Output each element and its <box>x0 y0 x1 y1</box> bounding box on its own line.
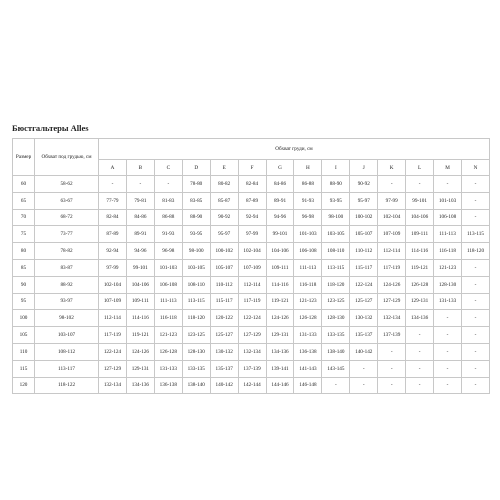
bust-cell: 121-123 <box>154 327 182 344</box>
bust-cell: 104-106 <box>266 243 294 260</box>
bust-cell: - <box>461 327 489 344</box>
bust-cell: - <box>461 176 489 193</box>
underbust-cell: 93-97 <box>35 293 99 310</box>
bust-cell: 109-111 <box>266 259 294 276</box>
table-body <box>13 176 490 394</box>
cup-header: K <box>378 160 406 176</box>
header-bust: Обхват груди, см <box>99 139 490 160</box>
cup-header: N <box>461 160 489 176</box>
bust-cell: 95-97 <box>350 192 378 209</box>
bust-cell: 116-118 <box>434 243 462 260</box>
bust-cell: 107-109 <box>99 293 127 310</box>
bust-cell: 102-104 <box>238 243 266 260</box>
size-cell: 90 <box>13 276 35 293</box>
bust-cell: 101-103 <box>154 259 182 276</box>
bust-cell: 141-143 <box>294 360 322 377</box>
bust-cell: 91-93 <box>154 226 182 243</box>
bust-cell: - <box>406 327 434 344</box>
bust-cell: 125-127 <box>350 293 378 310</box>
bust-cell: - <box>350 377 378 394</box>
bust-cell: 107-109 <box>238 259 266 276</box>
bust-cell: 111-113 <box>434 226 462 243</box>
bust-cell: 114-116 <box>406 243 434 260</box>
bust-cell: 135-137 <box>350 327 378 344</box>
bust-cell: 94-96 <box>266 209 294 226</box>
bust-cell: - <box>461 377 489 394</box>
size-cell: 115 <box>13 360 35 377</box>
bust-cell: 98-100 <box>182 243 210 260</box>
bust-cell: 140-142 <box>210 377 238 394</box>
bust-cell: 131-133 <box>154 360 182 377</box>
bust-cell: 135-137 <box>210 360 238 377</box>
bust-cell: 116-118 <box>294 276 322 293</box>
bust-cell: 137-139 <box>238 360 266 377</box>
bust-cell: 121-123 <box>434 259 462 276</box>
table-row <box>13 209 490 226</box>
bust-cell: 90-92 <box>350 176 378 193</box>
bust-cell: 93-95 <box>182 226 210 243</box>
bust-cell: 84-86 <box>266 176 294 193</box>
bust-cell: - <box>154 176 182 193</box>
table-row <box>13 293 490 310</box>
underbust-cell: 108-112 <box>35 343 99 360</box>
bust-cell: 117-119 <box>99 327 127 344</box>
bust-cell: 119-121 <box>266 293 294 310</box>
bust-cell: 144-146 <box>266 377 294 394</box>
bust-cell: 119-121 <box>126 327 154 344</box>
bust-cell: 112-114 <box>99 310 127 327</box>
underbust-cell: 118-122 <box>35 377 99 394</box>
bust-cell: 97-99 <box>378 192 406 209</box>
header-size: Размер <box>13 139 35 176</box>
table-row <box>13 176 490 193</box>
page-title: Бюстгальтеры Alles <box>12 123 89 133</box>
bust-cell: 109-111 <box>126 293 154 310</box>
bust-cell: 133-135 <box>182 360 210 377</box>
bust-cell: 122-124 <box>238 310 266 327</box>
bust-cell: 138-140 <box>182 377 210 394</box>
size-cell: 75 <box>13 226 35 243</box>
bust-cell: 115-117 <box>350 259 378 276</box>
bust-cell: 86-88 <box>154 209 182 226</box>
bust-cell: 96-98 <box>154 243 182 260</box>
bust-cell: 106-108 <box>294 243 322 260</box>
bust-cell: 132-134 <box>99 377 127 394</box>
bust-cell: - <box>461 360 489 377</box>
bust-cell: 77-79 <box>99 192 127 209</box>
bust-cell: 83-85 <box>182 192 210 209</box>
underbust-cell: 78-82 <box>35 243 99 260</box>
bust-cell: 105-107 <box>350 226 378 243</box>
bust-cell: 133-135 <box>322 327 350 344</box>
bust-cell: 132-134 <box>378 310 406 327</box>
size-cell: 120 <box>13 377 35 394</box>
bust-cell: 100-102 <box>210 243 238 260</box>
bust-cell: - <box>434 377 462 394</box>
bust-cell: 126-128 <box>294 310 322 327</box>
underbust-cell: 63-67 <box>35 192 99 209</box>
bust-cell: 101-103 <box>434 192 462 209</box>
table-row <box>13 226 490 243</box>
bust-cell: 97-99 <box>238 226 266 243</box>
bust-cell: 134-136 <box>126 377 154 394</box>
bust-cell: 136-138 <box>294 343 322 360</box>
bust-cell: 114-116 <box>266 276 294 293</box>
bust-cell: - <box>434 310 462 327</box>
bust-cell: 107-109 <box>378 226 406 243</box>
bust-cell: 85-87 <box>210 192 238 209</box>
bust-cell: - <box>434 176 462 193</box>
bust-cell: - <box>461 343 489 360</box>
cup-header: H <box>294 160 322 176</box>
bust-cell: - <box>434 343 462 360</box>
bust-cell: 99-101 <box>266 226 294 243</box>
bust-cell: - <box>434 327 462 344</box>
bust-cell: 102-104 <box>378 209 406 226</box>
cup-header: D <box>182 160 210 176</box>
size-cell: 100 <box>13 310 35 327</box>
bust-cell: 105-107 <box>210 259 238 276</box>
bust-cell: 113-115 <box>322 259 350 276</box>
bust-cell: 126-128 <box>406 276 434 293</box>
bust-cell: 134-136 <box>406 310 434 327</box>
bust-cell: 104-106 <box>406 209 434 226</box>
underbust-cell: 113-117 <box>35 360 99 377</box>
bust-cell: 96-98 <box>294 209 322 226</box>
underbust-cell: 68-72 <box>35 209 99 226</box>
bust-cell: 128-130 <box>182 343 210 360</box>
bust-cell: 127-129 <box>238 327 266 344</box>
bust-cell: 127-129 <box>99 360 127 377</box>
size-cell: 70 <box>13 209 35 226</box>
bust-cell: 130-132 <box>350 310 378 327</box>
size-cell: 80 <box>13 243 35 260</box>
bust-cell: 131-133 <box>294 327 322 344</box>
table-row <box>13 360 490 377</box>
bust-cell: 91-93 <box>294 192 322 209</box>
bust-cell: 113-115 <box>461 226 489 243</box>
bust-cell: - <box>461 276 489 293</box>
bust-cell: - <box>378 377 406 394</box>
bust-cell: - <box>461 293 489 310</box>
bust-cell: - <box>461 259 489 276</box>
bust-cell: 143-145 <box>322 360 350 377</box>
bust-cell: 108-110 <box>322 243 350 260</box>
bust-cell: 118-120 <box>182 310 210 327</box>
bust-cell: 103-105 <box>322 226 350 243</box>
bust-cell: 86-88 <box>294 176 322 193</box>
underbust-cell: 88-92 <box>35 276 99 293</box>
bust-cell: - <box>434 360 462 377</box>
table-row <box>13 243 490 260</box>
bust-cell: 88-90 <box>322 176 350 193</box>
bust-cell: - <box>406 176 434 193</box>
bust-cell: 129-131 <box>126 360 154 377</box>
bust-cell: 78-80 <box>182 176 210 193</box>
bust-cell: 124-126 <box>266 310 294 327</box>
header-row <box>13 139 490 160</box>
bust-cell: 111-113 <box>294 259 322 276</box>
bust-cell: 106-108 <box>154 276 182 293</box>
cup-header: I <box>322 160 350 176</box>
bust-cell: 122-124 <box>350 276 378 293</box>
bust-cell: 110-112 <box>350 243 378 260</box>
bust-cell: 89-91 <box>266 192 294 209</box>
bust-cell: 127-129 <box>378 293 406 310</box>
bust-cell: 89-91 <box>126 226 154 243</box>
bust-cell: 108-110 <box>182 276 210 293</box>
underbust-cell: 58-62 <box>35 176 99 193</box>
bust-cell: 116-118 <box>154 310 182 327</box>
bust-cell: - <box>99 176 127 193</box>
bust-cell: 140-142 <box>350 343 378 360</box>
bust-cell: 136-138 <box>154 377 182 394</box>
bust-cell: - <box>461 310 489 327</box>
bust-cell: 82-84 <box>238 176 266 193</box>
bust-cell: 103-105 <box>182 259 210 276</box>
bust-cell: 90-92 <box>210 209 238 226</box>
bust-cell: 117-119 <box>238 293 266 310</box>
table-row <box>13 343 490 360</box>
bust-cell: 88-90 <box>182 209 210 226</box>
bust-cell: 82-84 <box>99 209 127 226</box>
cup-header: E <box>210 160 238 176</box>
bust-cell: 106-108 <box>434 209 462 226</box>
bust-cell: - <box>378 343 406 360</box>
bust-cell: 124-126 <box>126 343 154 360</box>
underbust-cell: 83-87 <box>35 259 99 276</box>
bust-cell: 118-120 <box>322 276 350 293</box>
bust-cell: 102-104 <box>99 276 127 293</box>
bust-cell: 92-94 <box>99 243 127 260</box>
size-cell: 65 <box>13 192 35 209</box>
underbust-cell: 98-102 <box>35 310 99 327</box>
cup-header: L <box>406 160 434 176</box>
cup-header: A <box>99 160 127 176</box>
bust-cell: 112-114 <box>378 243 406 260</box>
underbust-cell: 73-77 <box>35 226 99 243</box>
bust-cell: 113-115 <box>182 293 210 310</box>
bust-cell: 118-120 <box>461 243 489 260</box>
bust-cell: - <box>461 192 489 209</box>
bust-cell: - <box>350 360 378 377</box>
bust-cell: 128-130 <box>322 310 350 327</box>
bust-cell: - <box>126 176 154 193</box>
bust-cell: 98-100 <box>322 209 350 226</box>
bust-cell: 129-131 <box>266 327 294 344</box>
bust-cell: 129-131 <box>406 293 434 310</box>
bust-cell: 142-144 <box>238 377 266 394</box>
bust-cell: - <box>378 176 406 193</box>
bust-cell: 119-121 <box>406 259 434 276</box>
bust-cell: 146-148 <box>294 377 322 394</box>
table-row <box>13 377 490 394</box>
bust-cell: 95-97 <box>210 226 238 243</box>
table-row <box>13 327 490 344</box>
bust-cell: - <box>406 377 434 394</box>
bust-cell: 79-81 <box>126 192 154 209</box>
bust-cell: 123-125 <box>322 293 350 310</box>
cup-header: J <box>350 160 378 176</box>
size-cell: 105 <box>13 327 35 344</box>
bust-cell: 111-113 <box>154 293 182 310</box>
bust-cell: - <box>461 209 489 226</box>
cup-header: B <box>126 160 154 176</box>
bust-cell: 92-94 <box>238 209 266 226</box>
table-row <box>13 310 490 327</box>
bust-cell: 114-116 <box>126 310 154 327</box>
bust-cell: 100-102 <box>350 209 378 226</box>
bust-cell: 130-132 <box>210 343 238 360</box>
bust-cell: 101-103 <box>294 226 322 243</box>
bust-cell: - <box>406 343 434 360</box>
size-cell: 110 <box>13 343 35 360</box>
table-row <box>13 276 490 293</box>
bust-cell: 125-127 <box>210 327 238 344</box>
bust-cell: 97-99 <box>99 259 127 276</box>
cup-header: G <box>266 160 294 176</box>
underbust-cell: 103-107 <box>35 327 99 344</box>
size-chart-table <box>12 138 490 394</box>
bust-cell: 81-83 <box>154 192 182 209</box>
bust-cell: 84-86 <box>126 209 154 226</box>
bust-cell: 137-139 <box>378 327 406 344</box>
bust-cell: 122-124 <box>99 343 127 360</box>
cup-header: C <box>154 160 182 176</box>
bust-cell: 131-133 <box>434 293 462 310</box>
header-underbust: Обхват под грудью, см <box>35 139 99 176</box>
size-cell: 60 <box>13 176 35 193</box>
bust-cell: - <box>406 360 434 377</box>
bust-cell: 87-89 <box>238 192 266 209</box>
bust-cell: 121-123 <box>294 293 322 310</box>
cup-header: M <box>434 160 462 176</box>
table-row <box>13 259 490 276</box>
bust-cell: 87-89 <box>99 226 127 243</box>
bust-cell: 117-119 <box>378 259 406 276</box>
bust-cell: 94-96 <box>126 243 154 260</box>
cup-header: F <box>238 160 266 176</box>
bust-cell: 120-122 <box>210 310 238 327</box>
bust-cell: 128-130 <box>434 276 462 293</box>
size-cell: 85 <box>13 259 35 276</box>
bust-cell: 110-112 <box>210 276 238 293</box>
bust-cell: - <box>322 377 350 394</box>
bust-cell: - <box>378 360 406 377</box>
bust-cell: 126-128 <box>154 343 182 360</box>
bust-cell: 134-136 <box>266 343 294 360</box>
bust-cell: 99-101 <box>126 259 154 276</box>
bust-cell: 80-82 <box>210 176 238 193</box>
bust-cell: 123-125 <box>182 327 210 344</box>
bust-cell: 138-140 <box>322 343 350 360</box>
size-cell: 95 <box>13 293 35 310</box>
bust-cell: 109-111 <box>406 226 434 243</box>
bust-cell: 124-126 <box>378 276 406 293</box>
bust-cell: 132-134 <box>238 343 266 360</box>
bust-cell: 104-106 <box>126 276 154 293</box>
bust-cell: 139-141 <box>266 360 294 377</box>
table-row <box>13 192 490 209</box>
bust-cell: 99-101 <box>406 192 434 209</box>
bust-cell: 112-114 <box>238 276 266 293</box>
bust-cell: 93-95 <box>322 192 350 209</box>
bust-cell: 115-117 <box>210 293 238 310</box>
